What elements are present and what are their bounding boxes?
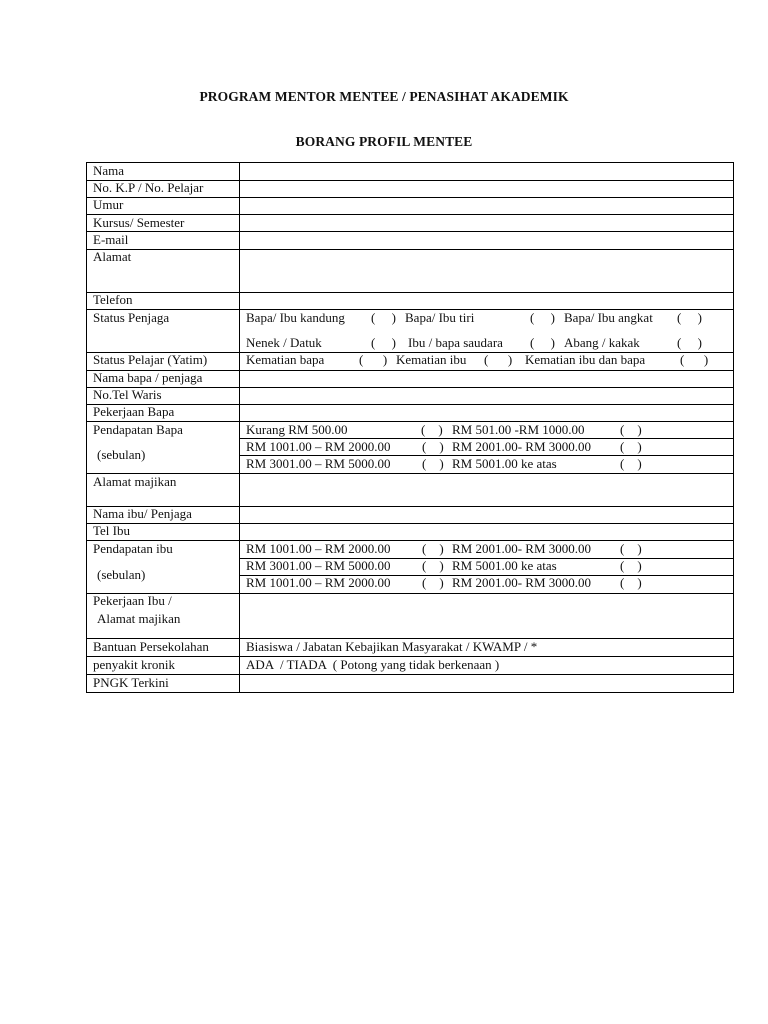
label-sebulan-ibu: (sebulan) (97, 567, 146, 582)
checkbox-kurang-500[interactable]: ( ) (421, 422, 443, 437)
option-bapa-ibu-kandung: Bapa/ Ibu kandung (246, 310, 345, 325)
label-alamat-majikan-ibu: Alamat majikan (97, 611, 181, 626)
option-nenek-datuk: Nenek / Datuk (246, 335, 322, 350)
page-title: PROGRAM MENTOR MENTEE / PENASIHAT AKADEMIK (199, 89, 569, 104)
table-rule (86, 523, 734, 524)
checkbox-bapa-2001-3000[interactable]: ( ) (620, 439, 642, 454)
checkbox-501-1000[interactable]: ( ) (620, 422, 642, 437)
table-rule (86, 162, 734, 163)
table-rule (86, 593, 734, 594)
option-ibu-3001-5000: RM 3001.00 – RM 5000.00 (246, 558, 391, 573)
label-pngk: PNGK Terkini (93, 675, 169, 690)
bantuan-options: Biasiswa / Jabatan Kebajikan Masyarakat / KWAMP / * (246, 639, 538, 654)
form-subtitle: BORANG PROFIL MENTEE (295, 134, 473, 149)
option-ibu-5001-atas: RM 5001.00 ke atas (452, 558, 557, 573)
table-rule (86, 404, 734, 405)
option-bapa-5001-atas: RM 5001.00 ke atas (452, 456, 557, 471)
label-email: E-mail (93, 232, 129, 247)
option-ibu-2001-3000-b: RM 2001.00- RM 3000.00 (452, 575, 592, 590)
label-status-pelajar: Status Pelajar (Yatim) (93, 352, 208, 367)
table-rule (86, 674, 734, 675)
checkbox-bapa-ibu-angkat[interactable]: ( ) (677, 310, 702, 325)
checkbox-kematian-ibu-bapa[interactable]: ( ) (680, 352, 709, 367)
label-alamat: Alamat (93, 249, 132, 264)
checkbox-nenek-datuk[interactable]: ( ) (371, 335, 396, 350)
label-pekerjaan-ibu: Pekerjaan Ibu / (93, 593, 172, 608)
option-bapa-3001-5000: RM 3001.00 – RM 5000.00 (246, 456, 391, 471)
checkbox-ibu-1001-2000[interactable]: ( ) (422, 541, 444, 556)
label-pendapatan-bapa: Pendapatan Bapa (93, 422, 183, 437)
checkbox-ibu-2001-3000-b[interactable]: ( ) (620, 575, 642, 590)
option-501-1000: RM 501.00 -RM 1000.00 (452, 422, 585, 437)
checkbox-bapa-3001-5000[interactable]: ( ) (422, 456, 444, 471)
option-ibu-2001-3000: RM 2001.00- RM 3000.00 (452, 541, 592, 556)
label-nama-ibu: Nama ibu/ Penjaga (93, 506, 192, 521)
label-tel-waris: No.Tel Waris (93, 387, 162, 402)
label-sebulan-bapa: (sebulan) (97, 447, 146, 462)
checkbox-ibu-2001-3000[interactable]: ( ) (620, 541, 642, 556)
checkbox-ibu-3001-5000[interactable]: ( ) (422, 558, 444, 573)
option-bapa-2001-3000: RM 2001.00- RM 3000.00 (452, 439, 592, 454)
penyakit-options: ADA / TIADA ( Potong yang tidak berkenaan ) (246, 657, 500, 672)
label-kursus: Kursus/ Semester (93, 215, 185, 230)
table-rule (86, 292, 734, 293)
profile-form-table (86, 162, 734, 693)
label-bantuan: Bantuan Persekolahan (93, 639, 209, 654)
option-kematian-ibu: Kematian ibu (396, 352, 467, 367)
label-telefon: Telefon (93, 292, 133, 307)
checkbox-abang-kakak[interactable]: ( ) (677, 335, 702, 350)
label-alamat-majikan-bapa: Alamat majikan (93, 474, 177, 489)
option-bapa-1001-2000: RM 1001.00 – RM 2000.00 (246, 439, 391, 454)
option-ibu-1001-2000-b: RM 1001.00 – RM 2000.00 (246, 575, 391, 590)
checkbox-bapa-5001-atas[interactable]: ( ) (620, 456, 642, 471)
option-ibu-1001-2000: RM 1001.00 – RM 2000.00 (246, 541, 391, 556)
label-tel-ibu: Tel Ibu (93, 523, 130, 538)
label-nama-bapa: Nama bapa / penjaga (93, 370, 203, 385)
table-column-divider (239, 162, 240, 693)
option-kematian-bapa: Kematian bapa (246, 352, 325, 367)
label-penyakit: penyakit kronik (93, 657, 175, 672)
checkbox-bapa-1001-2000[interactable]: ( ) (422, 439, 444, 454)
label-no-kp: No. K.P / No. Pelajar (93, 180, 204, 195)
checkbox-kematian-bapa[interactable]: ( ) (359, 352, 388, 367)
label-umur: Umur (93, 197, 124, 212)
table-rule (86, 387, 734, 388)
table-border-left (86, 162, 87, 693)
table-rule (86, 692, 734, 693)
option-bapa-ibu-angkat: Bapa/ Ibu angkat (564, 310, 653, 325)
checkbox-ibu-bapa-saudara[interactable]: ( ) (530, 335, 555, 350)
table-rule (86, 473, 734, 474)
checkbox-bapa-ibu-tiri[interactable]: ( ) (530, 310, 555, 325)
label-pendapatan-ibu: Pendapatan ibu (93, 541, 173, 556)
option-kurang-500: Kurang RM 500.00 (246, 422, 348, 437)
checkbox-kematian-ibu[interactable]: ( ) (484, 352, 513, 367)
table-border-right (733, 162, 734, 693)
label-pekerjaan-bapa: Pekerjaan Bapa (93, 404, 175, 419)
label-status-penjaga: Status Penjaga (93, 310, 170, 325)
table-rule (86, 197, 734, 198)
label-nama: Nama (93, 163, 125, 178)
checkbox-bapa-ibu-kandung[interactable]: ( ) (371, 310, 396, 325)
table-rule (86, 249, 734, 250)
checkbox-ibu-1001-2000-b[interactable]: ( ) (422, 575, 444, 590)
option-abang-kakak: Abang / kakak (564, 335, 640, 350)
option-kematian-ibu-bapa: Kematian ibu dan bapa (525, 352, 646, 367)
option-ibu-bapa-saudara: Ibu / bapa saudara (408, 335, 503, 350)
option-bapa-ibu-tiri: Bapa/ Ibu tiri (405, 310, 475, 325)
checkbox-ibu-5001-atas[interactable]: ( ) (620, 558, 642, 573)
table-rule (86, 231, 734, 232)
